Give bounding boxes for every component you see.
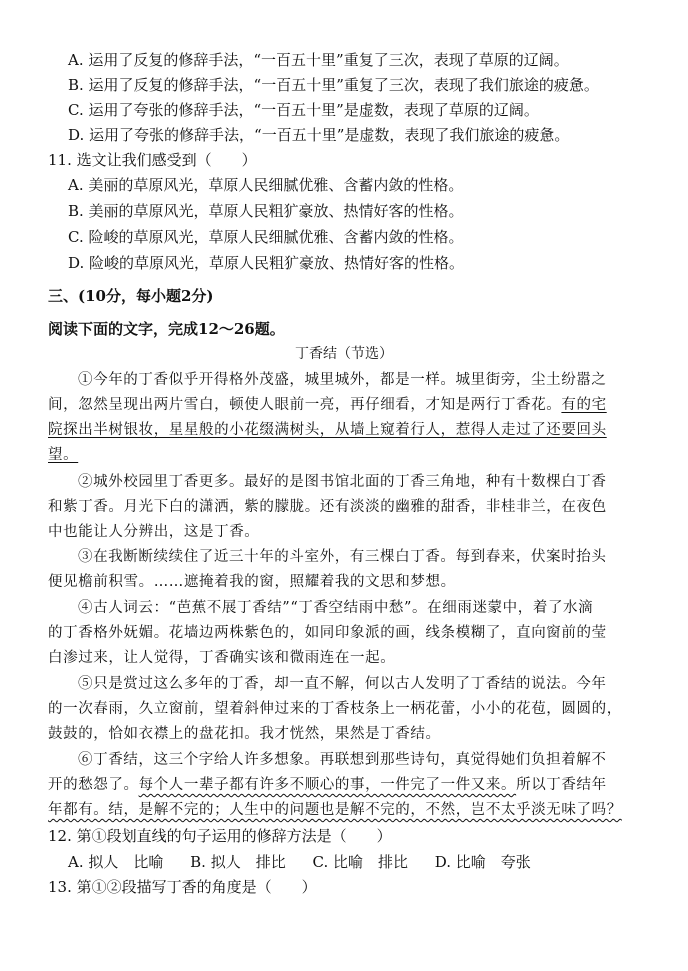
passage-p4-line1: ④古人词云：“芭蕉不展丁香结”“丁香空结雨中愁”。在细雨迷蒙中，着了水滴 bbox=[78, 600, 594, 616]
q12-stem: 12. 第①段划直线的句子运用的修辞方法是（ ） bbox=[48, 827, 392, 845]
passage-p4-line2: 的丁香格外妩媚。花墙边两株紫色的，如同印象派的画，线条模糊了，直向窗前的莹 bbox=[48, 625, 607, 641]
q12-option-a: A. 拟人 比喻 bbox=[68, 853, 164, 871]
passage-title: 丁香结（节选） bbox=[295, 346, 393, 362]
q12-option-b: B. 拟人 排比 bbox=[190, 853, 286, 871]
section-instruction: 阅读下面的文字，完成12～26题。 bbox=[48, 320, 285, 338]
passage-p1-line2 bbox=[48, 394, 607, 416]
passage-p5-line1: ⑤只是赏过这么多年的丁香，却一直不解，何以古人发明了丁香结的说法。今年 bbox=[78, 676, 607, 692]
passage-p6-line3: 年都有。结，是解不完的；人生中的问题也是解不完的，不然，岂不太乎淡无味了吗？ bbox=[48, 802, 622, 818]
q10-option-b: B. 运用了反复的修辞手法，“一百五十里”重复了三次，表现了我们旅途的疲惫。 bbox=[68, 76, 599, 94]
passage-p2-line3: 中也能让人分辨出，这是丁香。 bbox=[48, 524, 260, 540]
section-heading: 三、(10分，每小题2分) bbox=[48, 287, 214, 305]
p6-wavy-text: 每个人一辈子都有许多不顺心的事，一件完了一件又来。 bbox=[138, 777, 517, 793]
p1-underlined-text: 有的宅 bbox=[561, 397, 607, 413]
q10-option-d: D. 运用了夸张的修辞手法，“一百五十里”是虚数，表现了我们旅途的疲惫。 bbox=[68, 126, 570, 144]
q12-option-c: C. 比喻 排比 bbox=[312, 853, 408, 871]
q11-option-a: A. 美丽的草原风光，草原人民细腻优雅、含蓄内敛的性格。 bbox=[68, 176, 464, 194]
passage-p1-line1: ①今年的丁香似乎开得格外茂盛，城里城外，都是一样。城里街旁，尘土纷嚣之 bbox=[78, 372, 607, 388]
p6-plain-text: 开的愁怨了。 bbox=[48, 777, 139, 793]
q11-option-c: C. 险峻的草原风光，草原人民细腻优雅、含蓄内敛的性格。 bbox=[68, 228, 464, 246]
passage-p5-line3: 鼓鼓的，恰如衣襟上的盘花扣。我才恍然，果然是丁香结。 bbox=[48, 726, 441, 742]
passage-p4-line3: 白渗过来，让人觉得，丁香确实该和微雨连在一起。 bbox=[48, 650, 396, 666]
passage-p2-line1: ②城外校园里丁香更多。最好的是图书馆北面的丁香三角地，种有十数棵白丁香 bbox=[78, 474, 607, 490]
q11-option-d: D. 险峻的草原风光，草原人民粗犷豪放、热情好客的性格。 bbox=[68, 254, 465, 272]
passage-p1-line3: 院探出半树银妆，星星般的小花缀满树头，从墙上窥着行人，惹得人走过了还要回头 bbox=[48, 422, 607, 438]
q12-options bbox=[68, 851, 553, 873]
p6-tail-text: 所以丁香结年 bbox=[516, 777, 607, 793]
q11-stem: 11. 选文让我们感受到（ ） bbox=[48, 151, 257, 169]
passage-p2-line2: 和紫丁香。月光下白的潇洒，紫的朦胧。还有淡淡的幽雅的甜香，非桂非兰，在夜色 bbox=[48, 499, 607, 515]
q11-option-b: B. 美丽的草原风光，草原人民粗犷豪放、热情好客的性格。 bbox=[68, 202, 464, 220]
passage-p3-line1: ③在我断断续续住了近三十年的斗室外，有三棵白丁香。每到春来，伏案时抬头 bbox=[78, 549, 607, 565]
passage-p5-line2: 的一次春雨，久立窗前，望着斜伸过来的丁香枝条上一柄花蕾，小小的花苞，圆圆的， bbox=[48, 701, 622, 717]
q13-stem: 13. 第①②段描写丁香的角度是（ ） bbox=[48, 878, 317, 896]
q10-option-a: A. 运用了反复的修辞手法，“一百五十里”重复了三次，表现了草原的辽阔。 bbox=[68, 51, 569, 69]
p1-plain-text: 间，忽然呈现出两片雪白，顿使人眼前一亮，再仔细看，才知是两行丁香花。 bbox=[48, 397, 562, 413]
passage-p6-line1: ⑥丁香结，这三个字给人许多想象。再联想到那些诗句，真觉得她们负担着解不 bbox=[78, 752, 607, 768]
passage-p3-line2: 便见檐前积雪。……遮掩着我的窗，照耀着我的文思和梦想。 bbox=[48, 574, 456, 590]
q12-option-d: D. 比喻 夸张 bbox=[434, 853, 531, 871]
passage-p1-line4: 望。 bbox=[48, 447, 79, 463]
passage-p6-line2 bbox=[48, 774, 607, 796]
q10-option-c: C. 运用了夸张的修辞手法，“一百五十里”是虚数，表现了草原的辽阔。 bbox=[68, 101, 539, 119]
